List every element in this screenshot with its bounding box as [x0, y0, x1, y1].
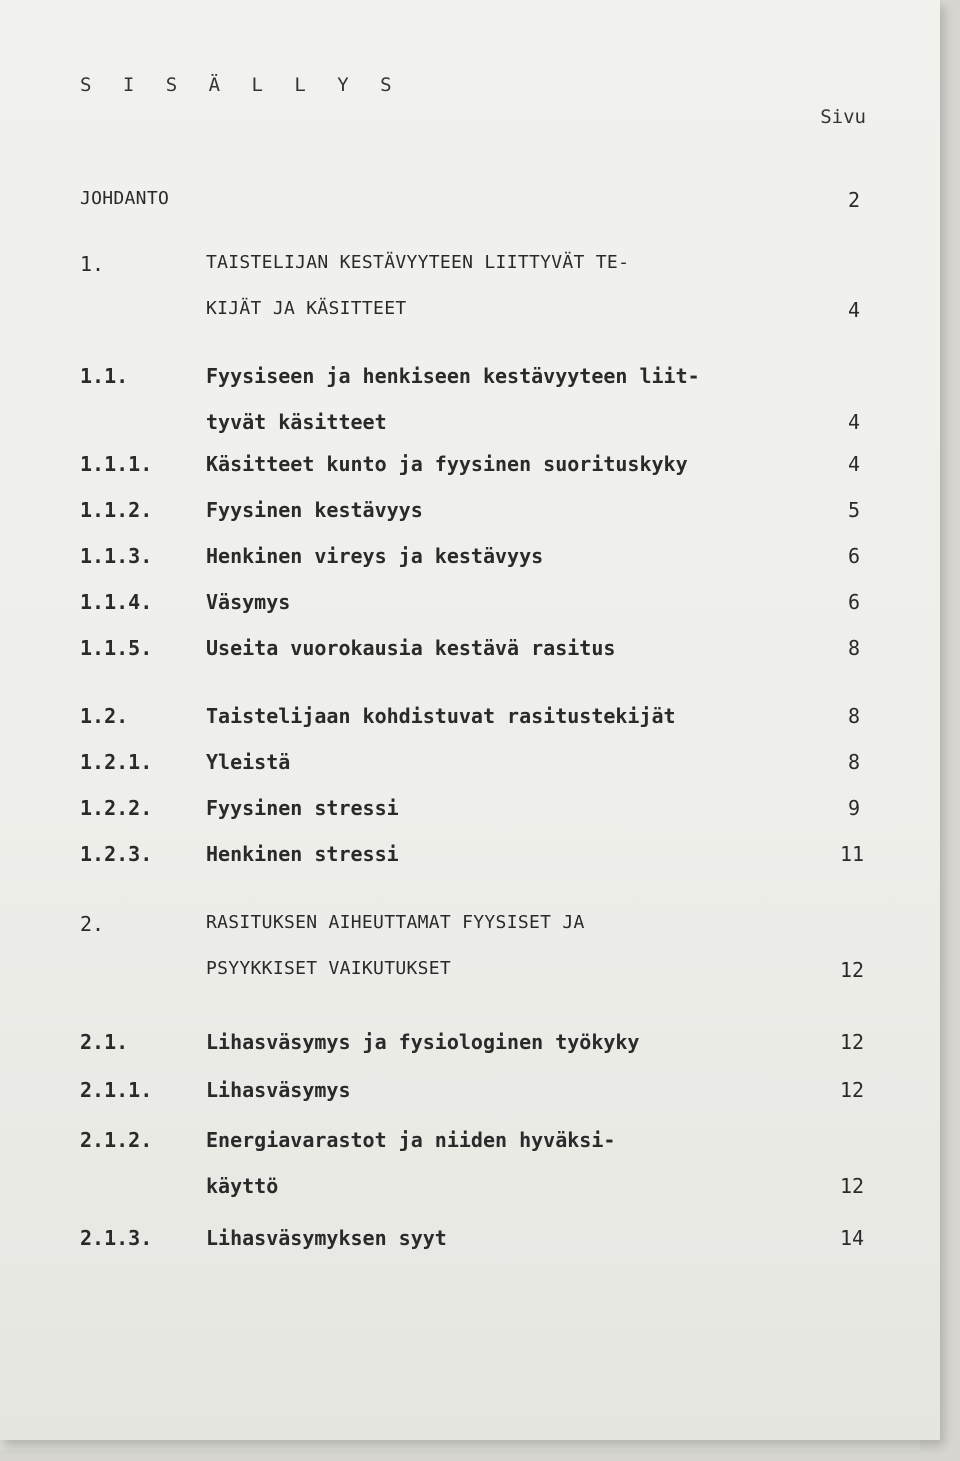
- section-number: 1.: [80, 252, 105, 276]
- page-number: 12: [840, 1174, 865, 1198]
- section-title: Taistelijaan kohdistuvat rasitustekijät: [206, 704, 676, 728]
- toc-entry: [0, 750, 940, 796]
- toc-entry: [0, 188, 940, 234]
- page-number: 4: [847, 452, 860, 476]
- toc-entry: [0, 1128, 940, 1220]
- section-title: KIJÄT JA KÄSITTEET: [206, 298, 407, 319]
- toc-entry-line: [0, 410, 940, 456]
- section-number: 2.1.3.: [80, 1226, 153, 1250]
- section-number: 1.2.: [80, 704, 129, 728]
- section-title: Henkinen stressi: [206, 842, 399, 866]
- section-title: Fyysinen stressi: [206, 796, 399, 820]
- section-title: Henkinen vireys ja kestävyys: [206, 544, 544, 568]
- page-edge-below: [0, 1440, 920, 1450]
- toc-entry-line: [0, 298, 940, 344]
- toc-entry-line: [0, 842, 940, 888]
- toc-entry-line: [0, 1226, 940, 1272]
- toc-entry: [0, 590, 940, 636]
- section-number: 1.1.3.: [80, 544, 153, 568]
- toc-entry-line: [0, 452, 940, 498]
- page-number: 12: [840, 958, 865, 982]
- section-number: 2.1.2.: [80, 1128, 153, 1152]
- toc-entry: [0, 912, 940, 1004]
- section-number: 2.1.1.: [80, 1078, 153, 1102]
- section-title: Fyysiseen ja henkiseen kestävyyteen liit-: [206, 364, 700, 388]
- section-number: 2.: [80, 912, 105, 936]
- toc-entry: [0, 364, 940, 456]
- section-number: 1.1.5.: [80, 636, 153, 660]
- section-number: 1.2.1.: [80, 750, 153, 774]
- page-number: 5: [847, 498, 860, 522]
- page-number: 12: [840, 1078, 865, 1102]
- section-title: JOHDANTO: [80, 188, 170, 209]
- page-number: 8: [847, 750, 860, 774]
- toc-entry-line: [0, 1078, 940, 1124]
- toc-entry-line: [0, 252, 940, 298]
- page-number: 8: [847, 704, 860, 728]
- section-number: 1.2.3.: [80, 842, 153, 866]
- toc-entry: [0, 1226, 940, 1272]
- section-title: RASITUKSEN AIHEUTTAMAT FYYSISET JA: [206, 912, 585, 933]
- toc-entry-line: [0, 590, 940, 636]
- page-number: 6: [847, 590, 860, 614]
- section-title: PSYYKKISET VAIKUTUKSET: [206, 958, 452, 979]
- section-title: Useita vuorokausia kestävä rasitus: [206, 636, 616, 660]
- section-title: tyvät käsitteet: [206, 410, 387, 434]
- toc-entry-line: [0, 544, 940, 590]
- toc-entry: [0, 1078, 940, 1124]
- toc-entry-line: [0, 636, 940, 682]
- page-number: 11: [840, 842, 865, 866]
- page-number: 2: [847, 188, 860, 212]
- toc-entry-line: [0, 1128, 940, 1174]
- section-number: 1.1.2.: [80, 498, 153, 522]
- section-number: 1.1.4.: [80, 590, 153, 614]
- toc-entry: [0, 1030, 940, 1076]
- toc-entry-line: [0, 704, 940, 750]
- section-number: 2.1.: [80, 1030, 129, 1054]
- toc-entry-line: [0, 1030, 940, 1076]
- toc-entry: [0, 452, 940, 498]
- section-title: Lihasväsymyksen syyt: [206, 1226, 447, 1250]
- section-title: Lihasväsymys: [206, 1078, 351, 1102]
- page-number: 14: [840, 1226, 865, 1250]
- page-title: S I S Ä L L Y S: [80, 74, 402, 96]
- toc-entry: [0, 842, 940, 888]
- page-number: 8: [847, 636, 860, 660]
- page-number: 6: [847, 544, 860, 568]
- toc-entry: [0, 704, 940, 750]
- toc-entry: [0, 498, 940, 544]
- toc-entry: [0, 544, 940, 590]
- toc-entry: [0, 796, 940, 842]
- toc-entry: [0, 252, 940, 344]
- toc-entry-line: [0, 498, 940, 544]
- page-number: 9: [847, 796, 860, 820]
- toc-entry-line: [0, 364, 940, 410]
- toc-entry-line: [0, 796, 940, 842]
- toc-entry-line: [0, 750, 940, 796]
- toc-entry-line: [0, 1174, 940, 1220]
- page-number: 12: [840, 1030, 865, 1054]
- section-number: 1.2.2.: [80, 796, 153, 820]
- page-number: 4: [847, 410, 860, 434]
- section-number: 1.1.1.: [80, 452, 153, 476]
- toc-entry-line: [0, 912, 940, 958]
- page-column-label: Sivu: [820, 106, 866, 128]
- section-title: Fyysinen kestävyys: [206, 498, 423, 522]
- section-title: Lihasväsymys ja fysiologinen työkyky: [206, 1030, 640, 1054]
- section-title: Väsymys: [206, 590, 291, 614]
- page-number: 4: [847, 298, 860, 322]
- section-title: Yleistä: [206, 750, 291, 774]
- toc-entry-line: [0, 188, 940, 234]
- section-title: käyttö: [206, 1174, 279, 1198]
- section-title: Käsitteet kunto ja fyysinen suorituskyky: [206, 452, 688, 476]
- section-title: Energiavarastot ja niiden hyväksi-: [206, 1128, 616, 1152]
- toc-entry-line: [0, 958, 940, 1004]
- section-title: TAISTELIJAN KESTÄVYYTEEN LIITTYVÄT TE-: [206, 252, 630, 273]
- toc-entry: [0, 636, 940, 682]
- section-number: 1.1.: [80, 364, 129, 388]
